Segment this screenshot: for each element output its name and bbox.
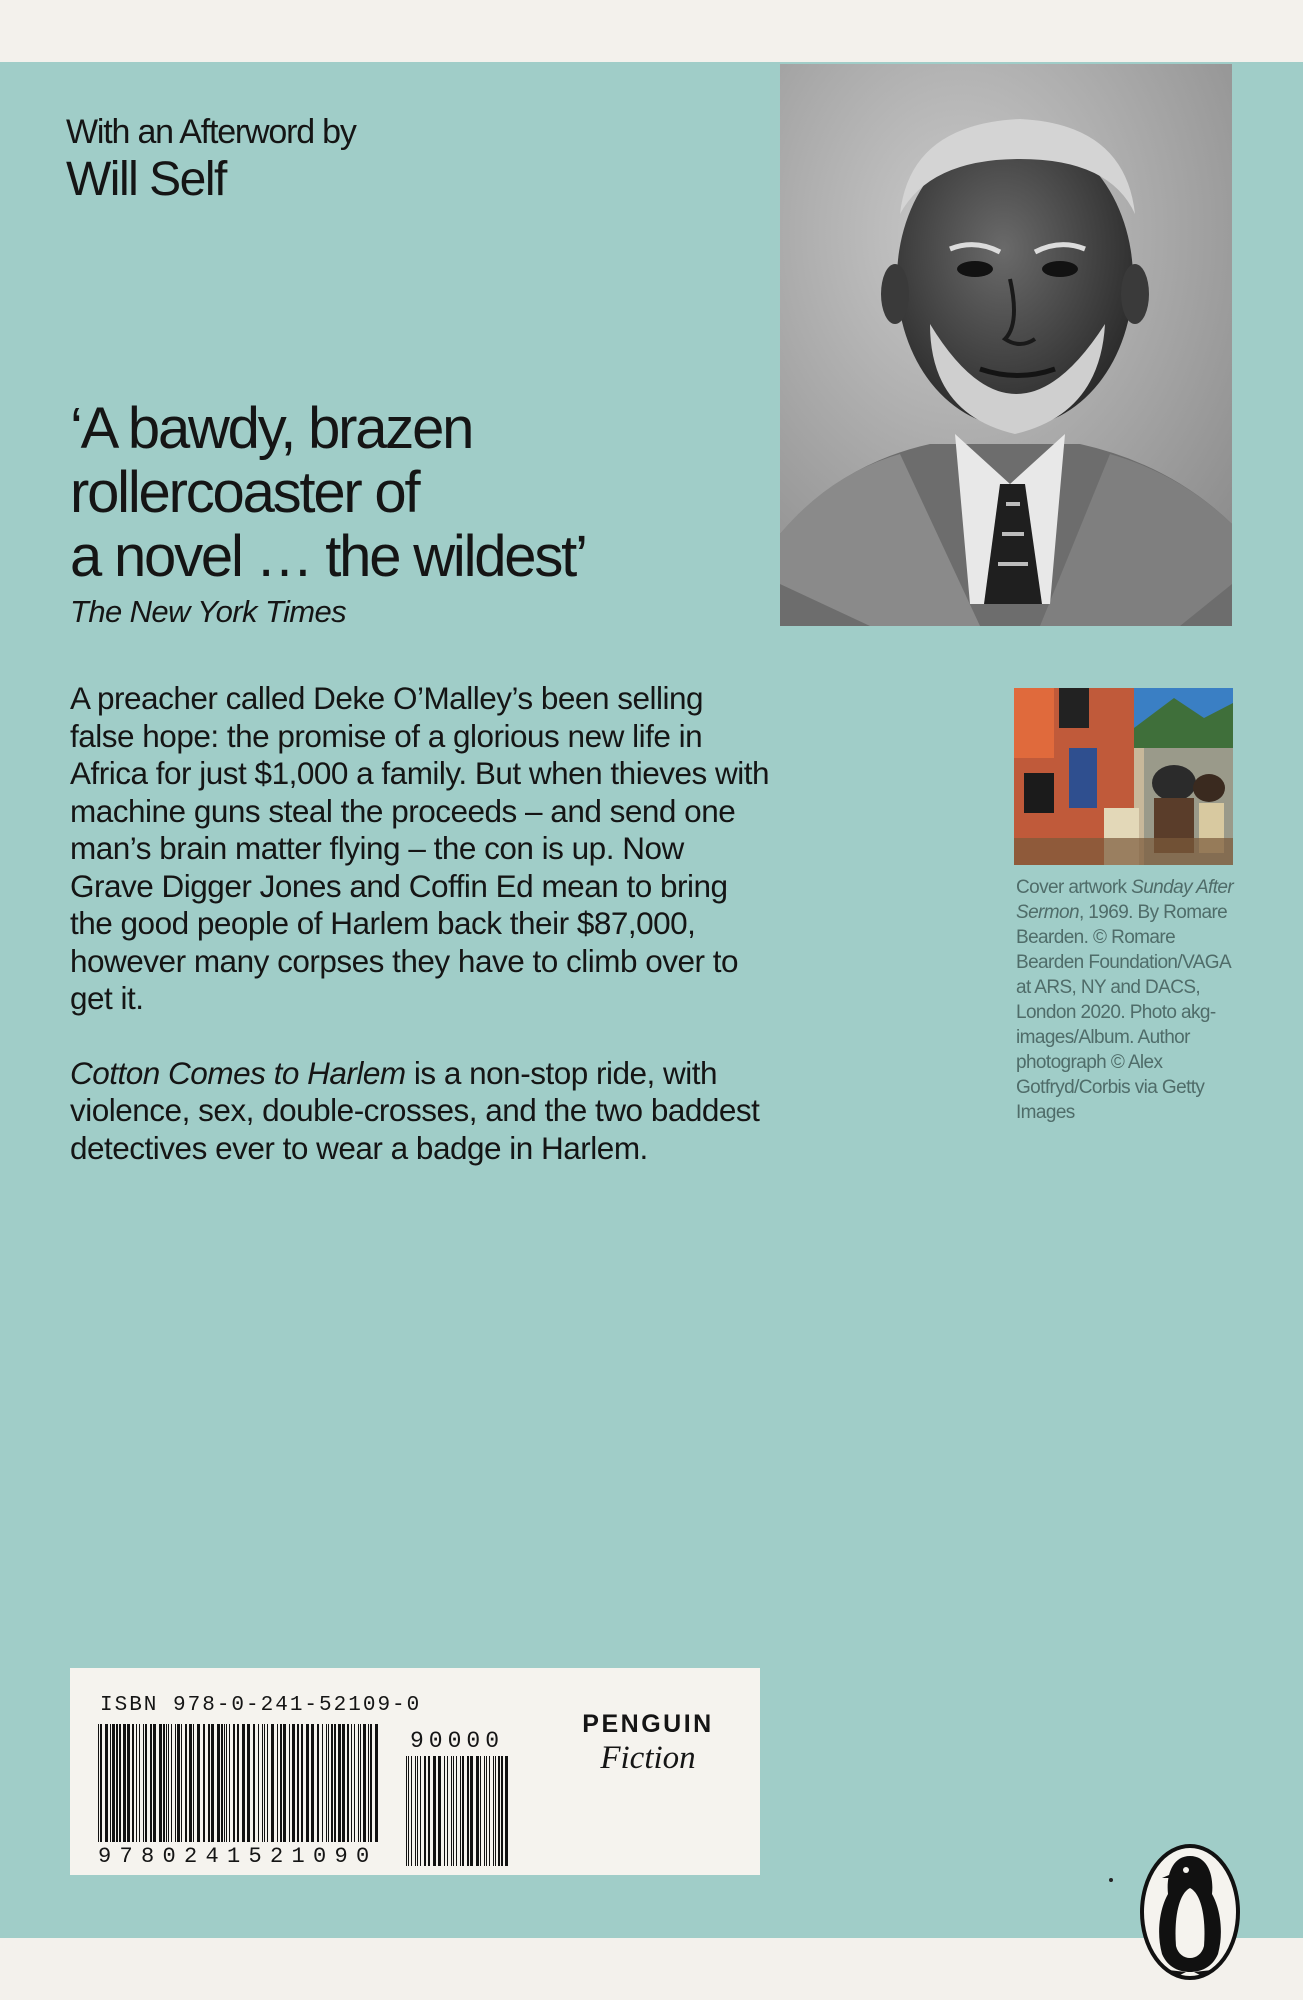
barcode-bar	[211, 1724, 214, 1842]
artwork-title: Sunday After Sermon	[1016, 877, 1234, 923]
barcode-bar	[193, 1724, 194, 1842]
barcode-bar	[297, 1724, 299, 1842]
barcode-bar	[145, 1724, 147, 1842]
barcode-bar	[136, 1724, 137, 1842]
barcode-bar	[326, 1724, 327, 1842]
quote-line-1: ‘A bawdy, brazen	[70, 396, 473, 461]
price-addon-digits: 90000	[410, 1728, 505, 1754]
blurb-paragraph-1: A preacher called Deke O’Malley’s been selling false hope: the promise of a glorious new life in Africa for just $1,000 a family. But when thieves with machine guns steal the proceeds – and send one man’s brain matter flying – the con is up. Now Grave Digger Jones and Coffin Ed mean to bring the good people of Harlem back their $87,000, however many corpses they have to climb over to get it.	[70, 680, 770, 1016]
barcode-bar	[351, 1724, 352, 1842]
barcode-bar	[163, 1724, 165, 1842]
barcode-bar	[166, 1724, 167, 1842]
barcode-bar	[253, 1724, 255, 1842]
barcode-bar	[143, 1724, 144, 1842]
price-addon-barcode	[406, 1756, 510, 1866]
barcode-bar	[505, 1756, 508, 1866]
isbn-barcode	[98, 1724, 380, 1842]
afterword-label: With an Afterword by	[66, 113, 356, 151]
barcode-bar	[338, 1724, 341, 1842]
barcode-bar	[424, 1756, 426, 1866]
barcode-bar	[470, 1756, 473, 1866]
barcode-bar	[110, 1724, 111, 1842]
barcode-bar	[460, 1756, 461, 1866]
barcode-bar	[368, 1724, 369, 1842]
barcode-bar	[283, 1724, 286, 1842]
barcode-bar	[498, 1756, 500, 1866]
barcode-bar	[438, 1756, 441, 1866]
barcode-bar	[171, 1724, 172, 1842]
barcode-bar	[233, 1724, 235, 1842]
barcode-bar	[462, 1756, 464, 1866]
barcode-bar	[328, 1724, 329, 1842]
barcode-bar	[280, 1724, 282, 1842]
penguin-logo-graphic	[1138, 1842, 1242, 1982]
artwork-collage-graphic	[1014, 688, 1233, 865]
afterword-credit	[66, 114, 356, 209]
barcode-bar	[132, 1724, 134, 1842]
barcode-bar	[247, 1724, 250, 1842]
barcode-bar	[311, 1724, 314, 1842]
barcode-bar	[322, 1724, 323, 1842]
quote-text	[70, 397, 770, 588]
quote-source: The New York Times	[70, 594, 347, 630]
barcode-bar	[175, 1724, 176, 1842]
author-portrait-graphic	[780, 64, 1232, 626]
barcode-bar	[476, 1756, 479, 1866]
barcode-bar	[360, 1724, 361, 1842]
barcode-bar	[139, 1724, 140, 1842]
quote-line-2: rollercoaster of	[70, 459, 419, 525]
barcode-bar	[406, 1756, 407, 1866]
barcode-bar	[415, 1756, 416, 1866]
barcode-bar	[370, 1724, 372, 1842]
barcode-bar	[347, 1724, 349, 1842]
barcode-bar	[301, 1724, 303, 1842]
book-title: Cotton Comes to Harlem	[70, 1054, 406, 1091]
barcode-bar	[112, 1724, 115, 1842]
barcode-bar	[342, 1724, 345, 1842]
barcode-bar	[189, 1724, 192, 1842]
barcode-bar	[159, 1724, 162, 1842]
book-blurb	[70, 680, 770, 1204]
barcode-bar	[153, 1724, 156, 1842]
barcode-digits: 9780241521090	[98, 1844, 378, 1869]
barcode-bar	[224, 1724, 225, 1842]
barcode-bar	[185, 1724, 187, 1842]
barcode-panel	[70, 1668, 760, 1875]
blurb-paragraph-2-text: is a non-stop ride, with violence, sex, double-crosses, and the two baddest detectives ever to wear a badge in Harlem.	[70, 1054, 760, 1166]
barcode-bar	[264, 1724, 265, 1842]
barcode-bar	[493, 1756, 494, 1866]
barcode-bar	[181, 1724, 182, 1842]
barcode-bar	[306, 1724, 309, 1842]
barcode-bar	[237, 1724, 239, 1842]
cover-credit	[1016, 875, 1246, 1125]
barcode-bar	[375, 1724, 378, 1842]
isbn-text: ISBN 978-0-241-52109-0	[100, 1694, 422, 1717]
barcode-bar	[258, 1724, 259, 1842]
barcode-bar	[447, 1756, 448, 1866]
barcode-bar	[168, 1724, 169, 1842]
barcode-bar	[411, 1756, 412, 1866]
publisher-name: PENGUIN	[582, 1710, 714, 1738]
dot-mark	[1109, 1878, 1113, 1882]
blurb-paragraph-2	[70, 1055, 770, 1168]
credit-prefix: Cover artwork	[1016, 877, 1132, 898]
barcode-bar	[417, 1756, 418, 1866]
barcode-bar	[262, 1724, 263, 1842]
barcode-bar	[358, 1724, 359, 1842]
barcode-bar	[334, 1724, 336, 1842]
author-portrait-photo	[780, 64, 1232, 626]
publisher-imprint: Fiction	[600, 1740, 696, 1776]
credit-text: , 1969. By Romare Bearden. © Romare Bearden Foundation/VAGA at ARS, NY and DACS, London 2020. Photo akg-images/Album. Author photograph © Alex Gotfryd/Corbis via Getty Images	[1016, 902, 1231, 1123]
penguin-logo-icon	[1138, 1842, 1242, 1987]
barcode-bar	[467, 1756, 469, 1866]
barcode-bar	[229, 1724, 230, 1842]
barcode-bar	[292, 1724, 295, 1842]
quote-line-3: a novel … the wildest’	[70, 523, 586, 589]
afterword-author-name: Will Self	[66, 153, 226, 207]
barcode-bar	[271, 1724, 274, 1842]
barcode-bar	[408, 1756, 409, 1866]
barcode-bar	[242, 1724, 245, 1842]
barcode-bar	[123, 1724, 126, 1842]
barcode-bar	[116, 1724, 118, 1842]
barcode-bar	[453, 1756, 454, 1866]
barcode-bar	[197, 1724, 200, 1842]
barcode-bar	[150, 1724, 152, 1842]
barcode-bar	[331, 1724, 333, 1842]
barcode-bar	[363, 1724, 366, 1842]
barcode-bar	[354, 1724, 355, 1842]
barcode-bar	[495, 1756, 496, 1866]
barcode-bar	[489, 1756, 490, 1866]
barcode-bar	[501, 1756, 503, 1866]
barcode-bar	[428, 1756, 430, 1866]
barcode-bar	[420, 1756, 421, 1866]
barcode-bar	[433, 1756, 436, 1866]
barcode-bar	[480, 1756, 481, 1866]
barcode-bar	[444, 1756, 445, 1866]
barcode-bar	[277, 1724, 278, 1842]
barcode-bar	[217, 1724, 220, 1842]
barcode-bar	[486, 1756, 487, 1866]
barcode-bar	[289, 1724, 290, 1842]
barcode-bar	[127, 1724, 130, 1842]
barcode-bar	[267, 1724, 268, 1842]
review-quote	[70, 397, 770, 630]
cover-artwork-thumbnail	[1014, 688, 1233, 865]
barcode-bar	[226, 1724, 227, 1842]
barcode-bar	[456, 1756, 457, 1866]
barcode-bar	[203, 1724, 205, 1842]
barcode-bar	[451, 1756, 452, 1866]
barcode-bar	[105, 1724, 108, 1842]
barcode-bar	[119, 1724, 121, 1842]
barcode-bar	[177, 1724, 180, 1842]
barcode-bar	[484, 1756, 485, 1866]
back-cover	[0, 62, 1303, 1938]
barcode-bar	[208, 1724, 210, 1842]
barcode-bar	[221, 1724, 223, 1842]
barcode-bar	[98, 1724, 99, 1842]
barcode-bar	[317, 1724, 319, 1842]
barcode-bar	[100, 1724, 102, 1842]
